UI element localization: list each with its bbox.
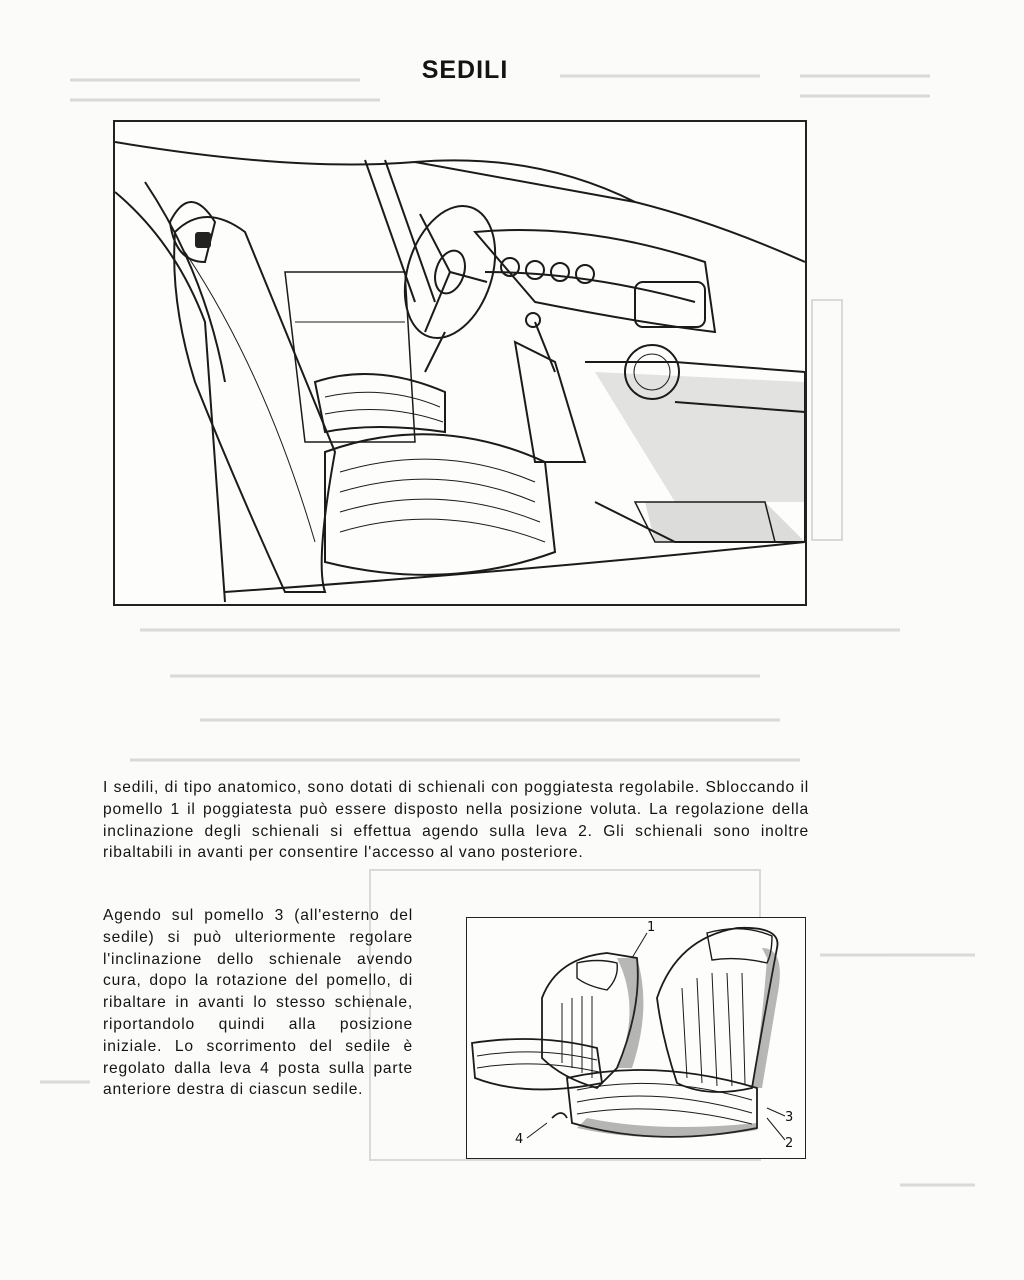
- page-title: SEDILI: [421, 56, 509, 84]
- callout-2: 2: [785, 1136, 794, 1151]
- callout-3: 3: [785, 1110, 794, 1125]
- seats-description-paragraph: I sedili, di tipo anatomico, sono dotati di schienali con poggiatesta regolabile. Sbloccando il pomello 1 il poggiatesta può essere disposto nella posizione voluta. La regolazione della inclinazione degli schienali si effettua agendo sulla leva 2. Gli schienali sono inoltre ribaltabili in avanti per consentire l'accesso al vano posteriore.: [103, 779, 809, 862]
- seat-diagram: [466, 917, 806, 1159]
- car-interior-illustration: [113, 120, 807, 606]
- seat-adjustment-paragraph: Agendo sul pomello 3 (all'esterno del sedile) si può ulteriormente regolare l'inclinazione dello schienale avendo cura, dopo la rotazione del pomello, di ribaltare in avanti lo stesso schienale, riportandolo quindi alla posizione iniziale. Lo scorrimento del sedile è regolato dalla leva 4 posta sulla parte anteriore destra di ciascun sedile.: [103, 907, 413, 1099]
- callout-4: 4: [515, 1132, 524, 1147]
- callout-1: 1: [647, 920, 656, 935]
